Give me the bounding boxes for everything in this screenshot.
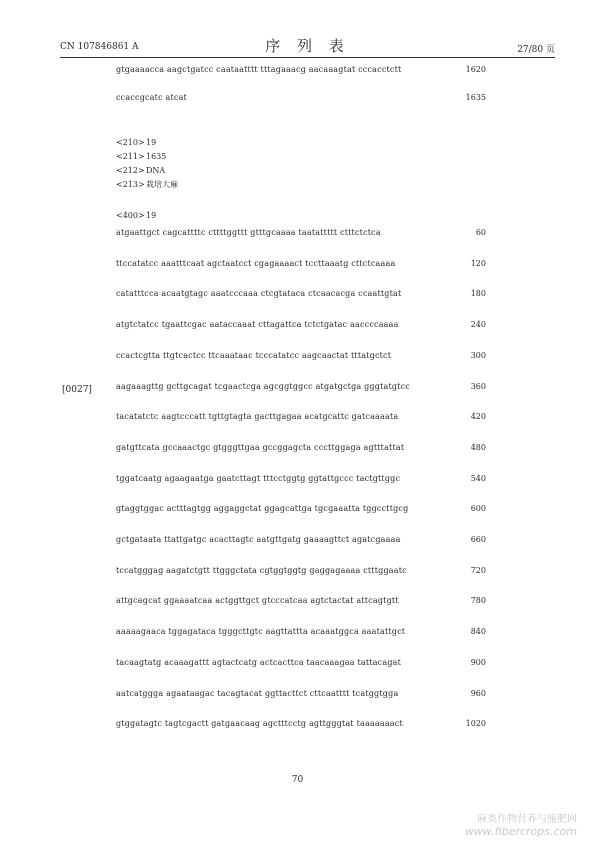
page-title: 序 列 表 [265, 37, 350, 55]
page-info: 27/80 页 [517, 45, 555, 55]
metadata-line [116, 137, 156, 149]
sequence-text: aagaaagttg gcttgcagat tcgaactcga agcggtggcc atgatgctga gggtatgtcc [116, 381, 410, 391]
metadata-value: DNA [146, 166, 166, 175]
metadata-line [116, 179, 178, 191]
sequence-row [116, 565, 486, 577]
metadata-tag: <211> [116, 152, 145, 161]
metadata-value: 1635 [146, 152, 167, 161]
metadata-tag: <210> [116, 138, 145, 147]
sequence-row [116, 64, 486, 76]
sequence-text: tccatgggag aagatctgtt ttgggctata cgtggtggtg gaggagaaaa ctttggaatc [116, 565, 407, 575]
position-number: 840 [470, 627, 486, 637]
sequence-row [116, 503, 486, 515]
sequence-row [116, 688, 486, 700]
watermark-url: www.fibercrops.com [464, 825, 577, 838]
sequence-text: tacatatctc aagtcccatt tgttgtagta gacttgagaa acatgcattc gatcaaaata [116, 412, 399, 422]
position-number: 660 [470, 535, 486, 544]
metadata-value: 栽培大麻 [146, 180, 178, 189]
sequence-row [116, 534, 486, 546]
position-number: 600 [470, 504, 486, 514]
position-number: 60 [475, 228, 486, 237]
position-number: 360 [470, 381, 486, 391]
page-header [60, 38, 555, 58]
sequence-text: tacaagtatg acaaagattt agtactcatg actcacttca taacaaagaa tattacagat [116, 657, 402, 667]
position-number: 960 [470, 688, 486, 698]
sequence-text: catatttcca acaatgtagc aaatcccaaa ctcgtataca ctcaacacga ccaattgtat [116, 289, 402, 299]
watermark-site-name: 麻类作物营养与施肥网 [477, 814, 577, 825]
sequence-row [116, 227, 486, 239]
sequence-text: atgaattgct cagcattttc cttttggttt gtttgcaaaa taatattttt ctttctctca [116, 228, 381, 237]
position-number: 300 [470, 350, 486, 360]
metadata-tag: <400> [116, 211, 145, 220]
metadata-value: 19 [146, 211, 157, 220]
sequence-row [116, 657, 486, 669]
sequence-text: gtggatagtc tagtcgactt gatgaacaag agctttcctg agttgggtat taaaaaaact [116, 719, 403, 729]
metadata-tag: <212> [116, 166, 145, 175]
sequence-row [116, 92, 486, 104]
position-number: 1020 [465, 719, 486, 729]
sequence-row [116, 411, 486, 423]
position-number: 120 [470, 258, 486, 268]
position-number: 180 [470, 289, 486, 299]
sequence-text: aaaaagaaca tggagataca tgggcttgtc aagttattta acaaatggca aaatattgct [116, 627, 406, 637]
position-number: 420 [470, 412, 486, 422]
position-number: 240 [470, 320, 486, 330]
sequence-row [116, 258, 486, 270]
position-number: 480 [470, 442, 486, 452]
sequence-text: gctgataata ttattgatgc acacttagtc aatgttgatg gaaaagttct agatcgaaaa [116, 535, 401, 544]
sequence-text: gtgaaaacca aagctgatcc caataatttt tttagaaacg aacaaagtat cccacctctt [116, 65, 402, 74]
sequence-text: attgcagcat ggaaaatcaa actggttgct gtcccatcaa agtctactat attcagtgtt [116, 596, 399, 606]
sequence-text: tggatcaatg agaagaatga gaatcttagt tttcctggtg ggtattgccc tactgttggc [116, 473, 401, 483]
position-number: 1620 [465, 65, 486, 74]
sequence-row [116, 288, 486, 300]
sequence-text: ccactcgtta ttgtcactcc ttcaaataac tcccatatcc aagcaactat tttatgctct [116, 350, 392, 360]
sequence-row [116, 350, 486, 362]
sequence-row [116, 319, 486, 331]
metadata-line [116, 165, 165, 177]
sequence-text: ccaccgcatc atcat [116, 93, 187, 102]
position-number: 780 [470, 596, 486, 606]
position-number: 900 [470, 657, 486, 667]
sequence-row [116, 626, 486, 638]
sequence-row [116, 595, 486, 607]
paragraph-number: [0027] [62, 385, 92, 395]
sequence-row [116, 381, 486, 393]
page-number: 70 [291, 775, 304, 785]
document-id: CN 107846861 A [60, 42, 139, 52]
sequence-row [116, 473, 486, 485]
header-divider [60, 57, 555, 58]
metadata-line [116, 210, 156, 222]
watermark [465, 810, 577, 838]
sequence-row [116, 442, 486, 454]
sequence-text: gtaggtggac actttagtgg aggaggctat ggagcattga tgcgaaatta tggccttgcg [116, 504, 409, 514]
metadata-tag: <213> [116, 180, 145, 189]
metadata-value: 19 [146, 138, 157, 147]
position-number: 1635 [465, 93, 486, 102]
position-number: 540 [470, 473, 486, 483]
sequence-row [116, 718, 486, 730]
sequence-text: aatcatggga agaataagac tacagtacat ggttacttct cttcaatttt tcatggtgga [116, 688, 399, 698]
metadata-line [116, 151, 166, 163]
position-number: 720 [470, 565, 486, 575]
sequence-text: gatgttcata gccaaactgc gtgggttgaa gccggagcta cccttggaga agtttattat [116, 442, 405, 452]
sequence-text: ttccatatcc aaatttcaat agctaatcct cgagaaaact tccttaaatg cttctcaaaa [116, 258, 396, 268]
sequence-text: atgtctatcc tgaattcgac aataccaaat cttagattca tctctgatac aaccccaaaa [116, 320, 399, 330]
